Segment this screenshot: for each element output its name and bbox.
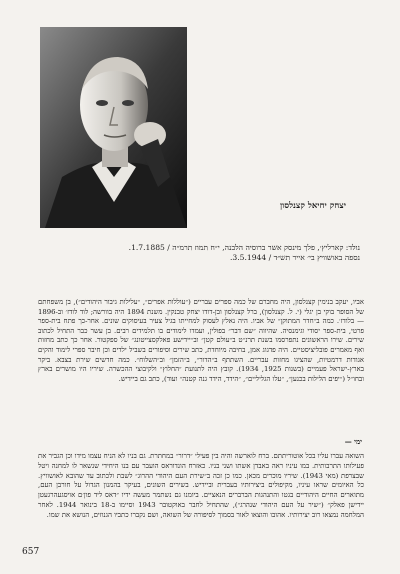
portrait-photo [40, 27, 187, 228]
holocaust-paragraph: השואה עברו עליו בכל אוטוריתתם. ברח לוארשה והיה בין פעילי ״דרור״ במחתרת. גם בניו לא הניח עצמו מידו וכן הגביר את פעילותו התרבותית. במו עיניו ראה באבדן אשתו ושני בניו. כאזרח הונדוראס הועבר עם בנו היחידי שנשאר לו למחנה ויטל שבצרפת (מאי 1943). שיריו מוכרים מכאן. כמו כן זכה ב״שירת העם היהודי ההרוג״ לשבת ולכתוב עד שהובא לאושוויץ. כל האיומים שראו עיניו, מקיפולים ביצירותיו בעברית וביידיש. בשירים השונים, בעיקר בהמנון הגדול על חורבן העם, מתוארים החיים היהודיים בגטו והתנהגות הברברים הנאציים. ביומנו גם נשתמר מעשה ידיו ״דאס ליד פון׳ם אויסגעהרגעטן יידישן פאלק״ (״שיר על העם היהודי שנהרג״), שהתחיל לחבר באוקטובר 1943 וסיימו ב-18 בינואר 1944. לאחר המלחמה נמצאו רוב יצירותיו. אהובו והוצאו לאור בסמוך לסיפורה של השואה, ושם נקברו כתביו הגנוזים, הנושא את שמו. [38, 452, 364, 519]
biography-paragraph: אביו, יעקב בנימין קצנלסון, היה מחברם של כמה ספרים עבריים (״עוללות אפרים״, ״עלילות גיבור היהודים״), בן משפחתם של הסופר בוקי בן יגלי (י. ל. קצנלסון), ברל קצנלסון ובן-דודו יצחק טבנקין. משנת 1894 היה בוורשה; לוד לודז׳ וב-1896 — בלודז׳. כמה ב״חדר המתוקן״ של אביו. היה נאלץ לעסוק למחייתו בגיל צעיר בעיסוקים שונים. אחר-כך פתח בית-ספר פרטי, בית-ספר יסודי וגימנסיה. שהיווה ״שם דבר״ בפולין, ועמדו לימודים בו תלמידים רבים. בן עשר כבר התחיל לכתוב שירים. שירו הראשונים נתפרסמו בשנת תרנ״ט ב״עולם קטן״ וב״יידישע פאלקסצייטונג״ של ספקטור. אחר כך כתב מחזות ואף מאמרים פובליציסטיים. היה פדגוג אמן, בחיבה מיוחדת, כתב שירים וסיפורים בשביל ילדים וכן חיבר ספרי לימוד והקים אגודות דרמטיות, שהציגו מחזות עבריים. השתתף ב״הדור״, ב״הזמן״ וב״השלוח״. כמה חדשים שירת בצבא. ביקר בארץ-ישראל פעמיים (בשנות 1925, 1934). קובץ היה לתנועת ״החלוץ״ ולקיבוצי ההכשרה. שיריו היו מושרים בארץ ובחו״ל (״יפים הלילות בכנען״, ״עלו הגליליים״, ״הידד, הידד גנה קטנה״ ועוד), כתב גם ביידיש. [38, 298, 365, 383]
bio-death-line: נספה באושוויץ בי׳ אייר תש״ד / 3.5.1944. [229, 253, 360, 262]
portrait-caption: יצחק יחיאל קצנלסון [279, 201, 346, 211]
holocaust-text [38, 452, 364, 521]
page-number: 657 [22, 547, 40, 557]
section-heading: ימי — [344, 437, 362, 446]
biography-text [38, 298, 364, 384]
portrait-illustration [40, 27, 187, 228]
bio-birth-line: נולד: קארליץ׳, פלך מינסק אשר ברוסיה הלבנה, י״ח תמוז תרמ״ה / 1.7.1885. [128, 243, 360, 252]
bio-block [40, 243, 360, 263]
